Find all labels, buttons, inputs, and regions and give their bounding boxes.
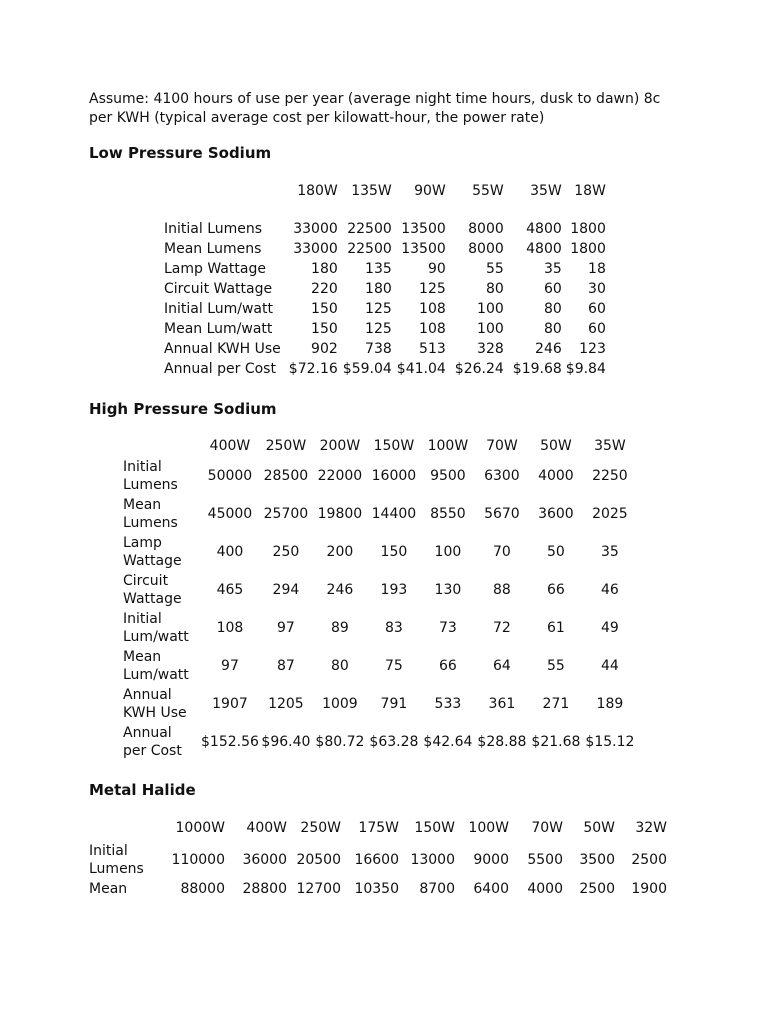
table-cell: 90 xyxy=(427,261,446,277)
table-cell: $41.04 xyxy=(396,361,446,377)
table-cell: 8000 xyxy=(468,221,504,237)
table-cell: 1800 xyxy=(570,221,606,237)
table-row xyxy=(123,647,637,685)
table-cell: 8700 xyxy=(419,881,455,897)
table-cell: 33000 xyxy=(293,221,338,237)
table-cell: 2025 xyxy=(592,506,628,522)
header-cell: 70W xyxy=(486,438,518,454)
table-cell: 100 xyxy=(477,321,504,337)
table-cell: 108 xyxy=(419,321,446,337)
table-cell: 125 xyxy=(419,281,446,297)
table-cell: 1907 xyxy=(212,696,248,712)
table-cell: 1205 xyxy=(268,696,304,712)
table-cell: 97 xyxy=(276,620,295,636)
table-cell: 130 xyxy=(434,582,462,598)
table-row xyxy=(164,259,608,279)
header-cell: 1000W xyxy=(175,820,225,836)
header-cell: 100W xyxy=(468,820,509,836)
table-row xyxy=(123,685,637,723)
table-row xyxy=(164,319,608,339)
table-cell: $80.72 xyxy=(315,734,365,750)
table-cell: $28.88 xyxy=(477,734,527,750)
table-cell: 791 xyxy=(380,696,408,712)
header-cell: 100W xyxy=(427,438,469,454)
table-cell: 20500 xyxy=(296,852,341,868)
table-cell: 2250 xyxy=(592,468,628,484)
table-cell: 294 xyxy=(272,582,300,598)
table-cell: 28500 xyxy=(263,468,309,484)
table-cell: 8550 xyxy=(430,506,466,522)
header-cell: 200W xyxy=(319,438,361,454)
table-cell: 328 xyxy=(477,341,504,357)
row-label: Initial Lumens xyxy=(89,843,144,877)
table-row xyxy=(123,571,637,609)
row-label: Mean xyxy=(89,881,128,897)
table-cell: 150 xyxy=(311,301,338,317)
table-header-row xyxy=(164,180,608,202)
table-cell: $72.16 xyxy=(288,361,338,377)
table-cell: 19800 xyxy=(317,506,363,522)
row-label: Annual KWH Use xyxy=(164,341,281,357)
header-cell: 250W xyxy=(300,820,341,836)
row-label: Initial Lumens xyxy=(123,459,178,493)
table-cell: 46 xyxy=(600,582,619,598)
table-cell: 193 xyxy=(380,582,408,598)
table-cell: 8000 xyxy=(468,241,504,257)
table-cell: 55 xyxy=(546,658,565,674)
table-cell: 88 xyxy=(492,582,511,598)
table-cell: 100 xyxy=(434,544,462,560)
row-label: Mean Lumens xyxy=(123,497,178,531)
table-cell: 72 xyxy=(492,620,511,636)
table-cell: 22500 xyxy=(347,221,392,237)
hps-table xyxy=(123,435,637,761)
table-cell: 64 xyxy=(492,658,511,674)
table-cell: 35 xyxy=(543,261,562,277)
table-cell: 246 xyxy=(535,341,562,357)
header-cell: 175W xyxy=(358,820,399,836)
table-cell: 14400 xyxy=(371,506,417,522)
header-cell: 90W xyxy=(414,183,446,199)
table-cell: 123 xyxy=(579,341,606,357)
table-cell: 125 xyxy=(365,301,392,317)
table-cell: 361 xyxy=(488,696,516,712)
table-cell: 10350 xyxy=(354,881,399,897)
table-row xyxy=(164,219,608,239)
table-row xyxy=(164,279,608,299)
row-label: Mean Lum/watt xyxy=(123,649,189,683)
table-cell: 738 xyxy=(365,341,392,357)
row-label: Initial Lum/watt xyxy=(123,611,189,645)
table-cell: 75 xyxy=(384,658,403,674)
table-cell: 108 xyxy=(419,301,446,317)
table-cell: 33000 xyxy=(293,241,338,257)
table-cell: 50000 xyxy=(207,468,253,484)
header-cell: 250W xyxy=(265,438,307,454)
table-cell: 50 xyxy=(546,544,565,560)
header-cell: 35W xyxy=(530,183,562,199)
table-cell: 61 xyxy=(546,620,565,636)
table-cell: 16600 xyxy=(354,852,399,868)
table-cell: 4000 xyxy=(538,468,574,484)
table-cell: 73 xyxy=(438,620,457,636)
row-label: Annual per Cost xyxy=(164,361,276,377)
table-cell: $63.28 xyxy=(369,734,419,750)
row-label: Circuit Wattage xyxy=(123,573,182,607)
table-cell: 55 xyxy=(485,261,504,277)
table-cell: 1900 xyxy=(631,881,667,897)
table-cell: 22500 xyxy=(347,241,392,257)
table-cell: 135 xyxy=(365,261,392,277)
row-label: Annual KWH Use xyxy=(123,687,187,721)
intro-text: Assume: 4100 hours of use per year (average night time hours, dusk to dawn) 8c per KWH (typical average cost per kilowatt-hour, the power rate) xyxy=(89,91,661,126)
table-cell: 22000 xyxy=(317,468,363,484)
table-cell: 30 xyxy=(588,281,606,297)
table-cell: 4800 xyxy=(526,241,562,257)
table-cell: 80 xyxy=(543,321,562,337)
header-cell: 70W xyxy=(531,820,563,836)
table-cell: 2500 xyxy=(579,881,615,897)
table-cell: 44 xyxy=(600,658,619,674)
table-header-row xyxy=(89,816,667,840)
header-cell: 32W xyxy=(635,820,667,836)
table-cell: 180 xyxy=(311,261,338,277)
lps-title: Low Pressure Sodium xyxy=(89,144,272,162)
table-cell: 66 xyxy=(438,658,457,674)
table-cell: 3500 xyxy=(579,852,615,868)
table-cell: 125 xyxy=(365,321,392,337)
table-row xyxy=(123,609,637,647)
table-cell: 12700 xyxy=(296,881,341,897)
table-cell: 60 xyxy=(543,281,562,297)
table-cell: 271 xyxy=(542,696,570,712)
row-label: Circuit Wattage xyxy=(164,281,273,297)
table-cell: 88000 xyxy=(180,881,225,897)
table-cell: $15.12 xyxy=(585,734,635,750)
table-cell: 533 xyxy=(434,696,462,712)
header-cell: 50W xyxy=(540,438,572,454)
table-cell: 150 xyxy=(311,321,338,337)
row-label: Lamp Wattage xyxy=(123,535,182,569)
table-cell: 100 xyxy=(477,301,504,317)
row-label: Mean Lum/watt xyxy=(164,321,273,337)
table-cell: 246 xyxy=(326,582,354,598)
hps-title: High Pressure Sodium xyxy=(89,400,277,418)
table-row xyxy=(123,533,637,571)
header-cell: 18W xyxy=(574,183,606,199)
table-cell: 1009 xyxy=(322,696,358,712)
table-cell: $59.04 xyxy=(342,361,392,377)
table-row xyxy=(89,840,667,880)
header-cell: 150W xyxy=(414,820,455,836)
table-row xyxy=(123,723,637,761)
row-label: Lamp Wattage xyxy=(164,261,266,277)
table-cell: 45000 xyxy=(207,506,253,522)
header-cell: 50W xyxy=(583,820,615,836)
table-cell: 200 xyxy=(326,544,354,560)
table-cell: 16000 xyxy=(371,468,417,484)
table-cell: 13500 xyxy=(401,221,446,237)
table-cell: 2500 xyxy=(631,852,667,868)
table-cell: $21.68 xyxy=(531,734,581,750)
table-cell: 1800 xyxy=(570,241,606,257)
table-cell: 3600 xyxy=(538,506,574,522)
table-cell: 25700 xyxy=(263,506,309,522)
table-cell: 80 xyxy=(485,281,504,297)
table-cell: 70 xyxy=(492,544,511,560)
table-cell: 87 xyxy=(276,658,295,674)
row-label: Mean Lumens xyxy=(164,241,262,257)
table-row xyxy=(123,457,637,495)
table-row xyxy=(164,299,608,319)
row-label: Initial Lum/watt xyxy=(164,301,273,317)
table-cell: 5500 xyxy=(527,852,563,868)
table-cell: 80 xyxy=(543,301,562,317)
table-cell: 9000 xyxy=(473,852,509,868)
table-cell: 513 xyxy=(419,341,446,357)
header-cell: 35W xyxy=(594,438,626,454)
table-cell: $19.68 xyxy=(512,361,562,377)
table-cell: $26.24 xyxy=(454,361,504,377)
mh-table xyxy=(89,816,667,902)
table-cell: 5670 xyxy=(484,506,520,522)
table-cell: 89 xyxy=(330,620,349,636)
table-row xyxy=(164,239,608,259)
table-cell: 108 xyxy=(216,620,244,636)
table-cell: 60 xyxy=(588,321,606,337)
table-cell: 220 xyxy=(311,281,338,297)
table-cell: 66 xyxy=(546,582,565,598)
table-row xyxy=(89,880,667,902)
table-cell: $96.40 xyxy=(261,734,311,750)
table-cell: 83 xyxy=(384,620,403,636)
header-cell: 135W xyxy=(351,183,392,199)
header-cell: 400W xyxy=(246,820,287,836)
table-cell: $9.84 xyxy=(565,361,606,377)
table-row xyxy=(123,495,637,533)
table-cell: 60 xyxy=(588,301,606,317)
mh-title: Metal Halide xyxy=(89,781,196,799)
table-cell: 465 xyxy=(216,582,244,598)
table-cell: 150 xyxy=(380,544,408,560)
header-cell: 400W xyxy=(209,438,251,454)
table-cell: 13500 xyxy=(401,241,446,257)
row-label: Annual per Cost xyxy=(123,725,182,759)
table-cell: 36000 xyxy=(242,852,287,868)
table-cell: 6400 xyxy=(473,881,509,897)
table-cell: 18 xyxy=(588,261,606,277)
table-cell: 189 xyxy=(596,696,624,712)
table-cell: 28800 xyxy=(242,881,287,897)
table-cell: $152.56 xyxy=(201,734,259,750)
header-cell: 180W xyxy=(297,183,338,199)
table-cell: 400 xyxy=(216,544,244,560)
lps-table xyxy=(164,180,608,379)
table-cell: 902 xyxy=(311,341,338,357)
row-label: Initial Lumens xyxy=(164,221,263,237)
header-cell: 55W xyxy=(472,183,504,199)
table-cell: 80 xyxy=(330,658,349,674)
table-cell: 250 xyxy=(272,544,300,560)
table-cell: 49 xyxy=(600,620,619,636)
table-cell: 97 xyxy=(221,658,239,674)
table-cell: 9500 xyxy=(430,468,466,484)
table-cell: $42.64 xyxy=(423,734,473,750)
table-cell: 6300 xyxy=(484,468,520,484)
table-cell: 180 xyxy=(365,281,392,297)
table-header-row xyxy=(123,435,637,457)
table-cell: 110000 xyxy=(171,852,225,868)
table-cell: 4000 xyxy=(527,881,563,897)
table-row xyxy=(164,339,608,359)
table-cell: 35 xyxy=(600,544,619,560)
header-cell: 150W xyxy=(373,438,415,454)
table-row xyxy=(164,359,608,379)
table-cell: 13000 xyxy=(410,852,455,868)
table-cell: 4800 xyxy=(526,221,562,237)
